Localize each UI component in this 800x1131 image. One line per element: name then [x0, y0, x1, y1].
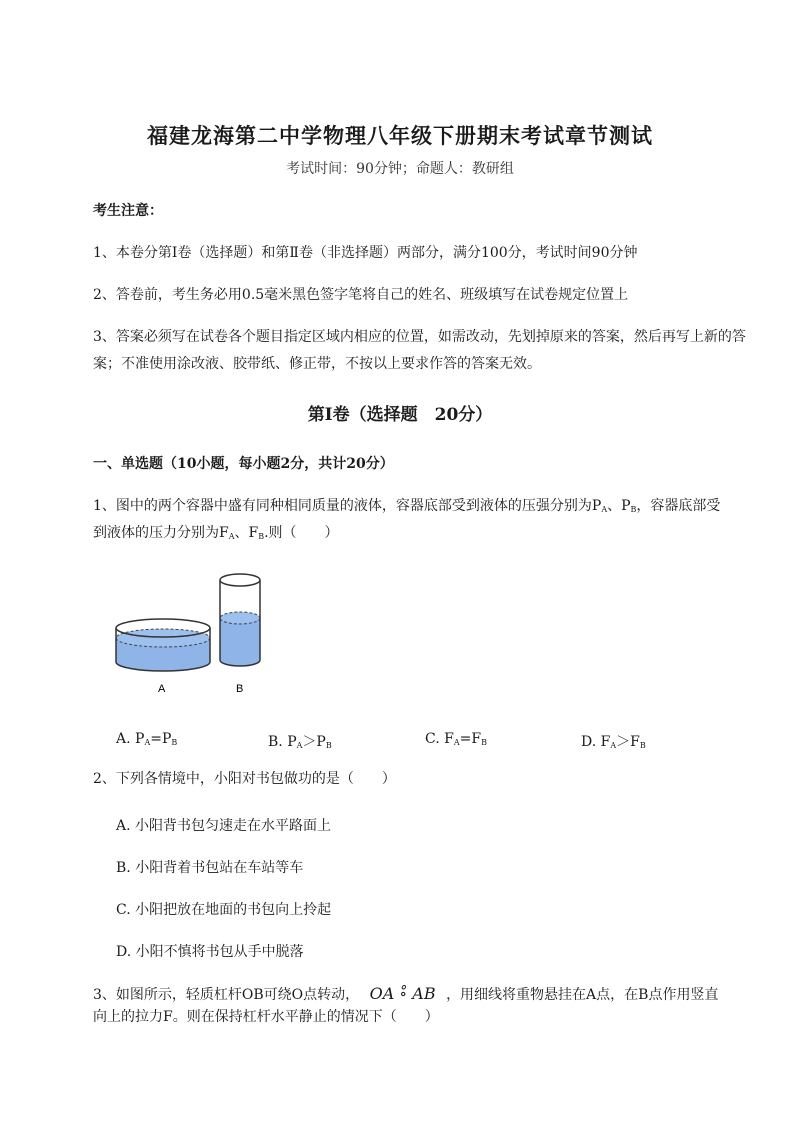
q1-line2-b: .则（ ）	[264, 525, 339, 541]
q1-opt-b-prefix: B. P	[268, 734, 297, 750]
fig-label-a: A	[158, 683, 166, 695]
q2-option-a[interactable]: A. 小阳背书包匀速走在水平路面上	[116, 818, 332, 834]
q3-text-b: ，用细线将重物悬挂在A点，在B点作用竖直	[446, 987, 719, 1003]
q2-option-c[interactable]: C. 小阳把放在地面的书包向上拎起	[116, 902, 332, 918]
q1-opt-b-sub1: A	[296, 741, 303, 750]
exam-subtitle: 考试时间：90分钟；命题人：教研组	[286, 161, 514, 177]
q3-text-a: 3、如图所示，轻质杠杆OB可绕O点转动，	[93, 987, 360, 1003]
q3-math-expression: OA ∘̊ AB	[369, 984, 436, 1003]
q1-opt-c-prefix: C. F	[425, 731, 454, 747]
q1-option-a[interactable]	[116, 731, 177, 747]
container-b	[220, 574, 260, 666]
notice-item-2: 2、答卷前，考生务必用0.5毫米黑色签字笔将自己的姓名、班级填写在试卷规定位置上	[93, 287, 629, 303]
q1-opt-a-sub1: A	[144, 738, 151, 747]
section-title: 第I卷（选择题 20分）	[307, 405, 493, 425]
fig-label-b: B	[236, 683, 244, 695]
q1-opt-d-mid: ＞F	[616, 734, 640, 750]
q1-option-c[interactable]	[425, 731, 487, 747]
q3-stem-line2: 向上的拉力F。则在保持杠杆水平静止的情况下（ ）	[93, 1009, 439, 1025]
q1-sep: 、P	[607, 498, 631, 514]
q1-opt-d-prefix: D. F	[581, 734, 611, 750]
q2-stem: 2、下列各情境中，小阳对书包做功的是（ ）	[93, 771, 396, 787]
q1-opt-a-mid: =P	[150, 731, 172, 747]
container-a	[116, 619, 210, 671]
q1-stem-line2	[93, 520, 753, 550]
q1-text-a: 1、图中的两个容器中盛有同种相同质量的液体，容器底部受到液体的压强分别为P	[93, 498, 602, 514]
q1-opt-c-mid: =F	[459, 731, 482, 747]
q1-opt-d-sub2: B	[639, 741, 646, 750]
page-title: 福建龙海第二中学物理八年级下册期末考试章节测试	[147, 123, 653, 148]
q1-opt-a-sub2: B	[171, 738, 178, 747]
q1-option-b[interactable]	[268, 731, 332, 751]
q1-line2-sub-a: A	[228, 532, 235, 541]
q1-opt-b-sub2: B	[325, 741, 332, 750]
q1-opt-c-sub1: A	[453, 738, 460, 747]
q1-option-d[interactable]	[581, 731, 646, 751]
part-title: 一、单选题（10小题，每小题2分，共计20分）	[93, 456, 394, 472]
q1-sub-b: B	[630, 505, 637, 514]
q1-opt-c-sub2: B	[481, 738, 487, 747]
q1-text-b: ，容器底部受	[636, 498, 721, 514]
q1-opt-d-sub1: A	[610, 741, 617, 750]
notice-heading: 考生注意：	[93, 203, 163, 219]
q2-option-b[interactable]: B. 小阳背着书包站在车站等车	[116, 860, 304, 876]
q1-line2-sub-b: B	[258, 532, 265, 541]
q1-sub-a: A	[601, 505, 608, 514]
q2-option-d[interactable]: D. 小阳不慎将书包从手中脱落	[116, 944, 304, 960]
q1-line2-sep: 、F	[234, 525, 259, 541]
q1-line2-a: 到液体的压力分别为F	[93, 525, 229, 541]
q1-stem-line1	[93, 493, 753, 523]
notice-item-1: 1、本卷分第I卷（选择题）和第Ⅱ卷（非选择题）两部分，满分100分，考试时间90分钟	[93, 245, 638, 261]
q1-opt-a-prefix: A. P	[116, 731, 145, 747]
notice-item-3: 3、答案必须写在试卷各个题目指定区域内相应的位置，如需改动，先划掉原来的答案，然后再写上新的答案；不准使用涂改液、胶带纸、修正带，不按以上要求作答的答案无效。	[93, 329, 746, 372]
q1-opt-b-mid: ＞P	[302, 734, 326, 750]
q1-containers-figure	[108, 570, 278, 700]
